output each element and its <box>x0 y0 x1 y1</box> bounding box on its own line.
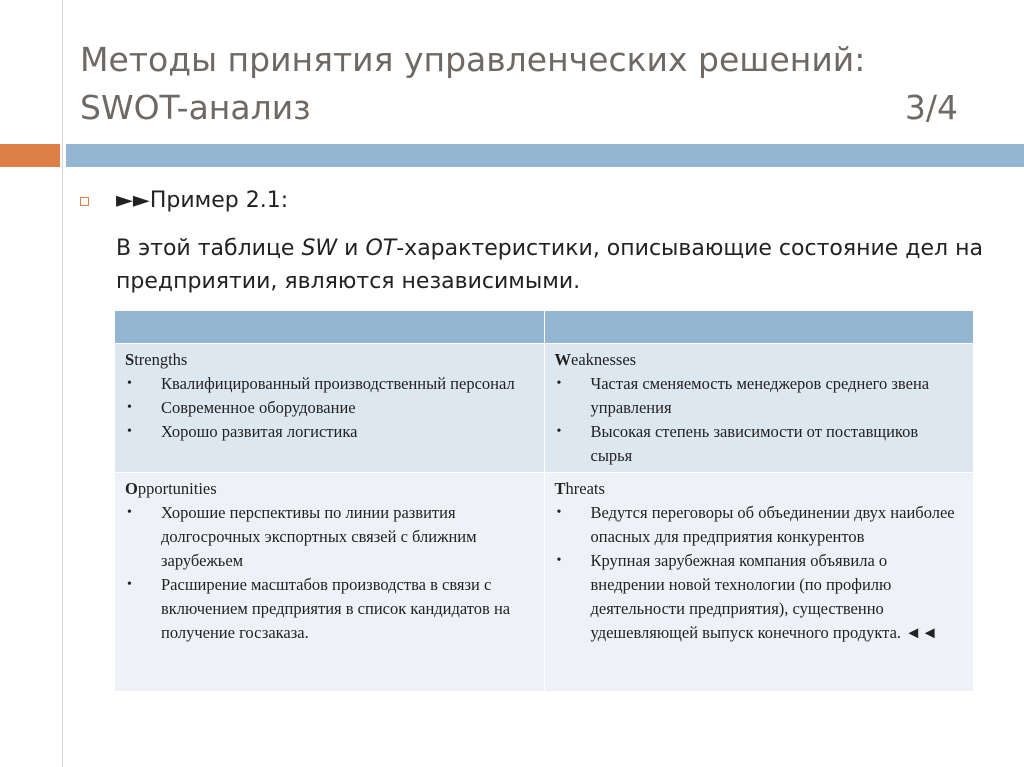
opportunities-list <box>125 501 534 645</box>
threats-rest: hreats <box>565 479 605 498</box>
weaknesses-initial: W <box>554 350 571 369</box>
strengths-cell <box>115 344 545 473</box>
intro-ot: OT <box>365 236 397 261</box>
opportunities-rest: pportunities <box>137 479 217 498</box>
list-item: • Квалифицированный производственный персонал <box>125 372 534 396</box>
weaknesses-cell <box>544 344 974 473</box>
strengths-initial: S <box>125 350 135 369</box>
opportunities-initial: O <box>125 479 138 498</box>
swot-table <box>114 310 974 692</box>
intro-sw: SW <box>301 236 338 261</box>
list-item: • Расширение масштабов производства в связи с включением предприятия в список кандидатов на получение госзаказа. <box>125 573 534 645</box>
threats-heading <box>555 477 964 501</box>
intro-text-2: и <box>337 236 366 261</box>
page-number: 3/4 <box>904 88 958 127</box>
list-item: • Высокая степень зависимости от поставщиков сырья <box>555 420 964 468</box>
title-subject: SWOT-анализ <box>80 88 311 127</box>
strengths-heading <box>125 348 534 372</box>
table-row-sw <box>115 344 974 473</box>
intro-text-1: В этой таблице <box>116 236 302 261</box>
list-item: • Хорошо развитая логистика <box>125 420 534 444</box>
table-row-ot <box>115 473 974 692</box>
title-line-1: Методы принятия управленческих решений: <box>80 40 866 79</box>
list-item: • Хорошие перспективы по линии развития долгосрочных экспортных связей с ближним зарубежьем <box>125 501 534 573</box>
header-cell-left <box>115 311 545 344</box>
list-item: • Современное оборудование <box>125 396 534 420</box>
weaknesses-list <box>555 372 964 468</box>
header-cell-right <box>544 311 974 344</box>
opportunities-heading <box>125 477 534 501</box>
strengths-rest: trengths <box>134 350 188 369</box>
opportunities-cell <box>115 473 545 692</box>
list-item: • Ведутся переговоры об объединении двух наиболее опасных для предприятия конкурентов <box>555 501 964 549</box>
threats-cell <box>544 473 974 692</box>
left-divider-line <box>62 0 63 767</box>
strengths-list <box>125 372 534 444</box>
title-line-2 <box>80 84 970 132</box>
intro-text-3: -характеристики, описывающие состояние дел на предприятии, являются независимыми. <box>116 236 983 294</box>
intro-paragraph <box>116 232 996 298</box>
threats-list <box>555 501 964 645</box>
square-bullet-icon <box>80 197 89 206</box>
accent-bar-blue <box>66 144 1024 167</box>
threats-initial: T <box>554 479 566 498</box>
list-item: • Крупная зарубежная компания объявила о внедрении новой технологии (по профилю деятельности предприятия), существенно удешевляющей выпуск конечного продукта. ◄◄ <box>555 549 964 645</box>
weaknesses-heading <box>555 348 964 372</box>
accent-bar-orange <box>0 144 60 167</box>
table-header-row <box>115 311 974 344</box>
example-heading: ►►Пример 2.1: <box>116 188 289 213</box>
weaknesses-rest: eaknesses <box>571 350 637 369</box>
slide-title <box>80 36 970 132</box>
list-item: • Частая сменяемость менеджеров среднего звена управления <box>555 372 964 420</box>
